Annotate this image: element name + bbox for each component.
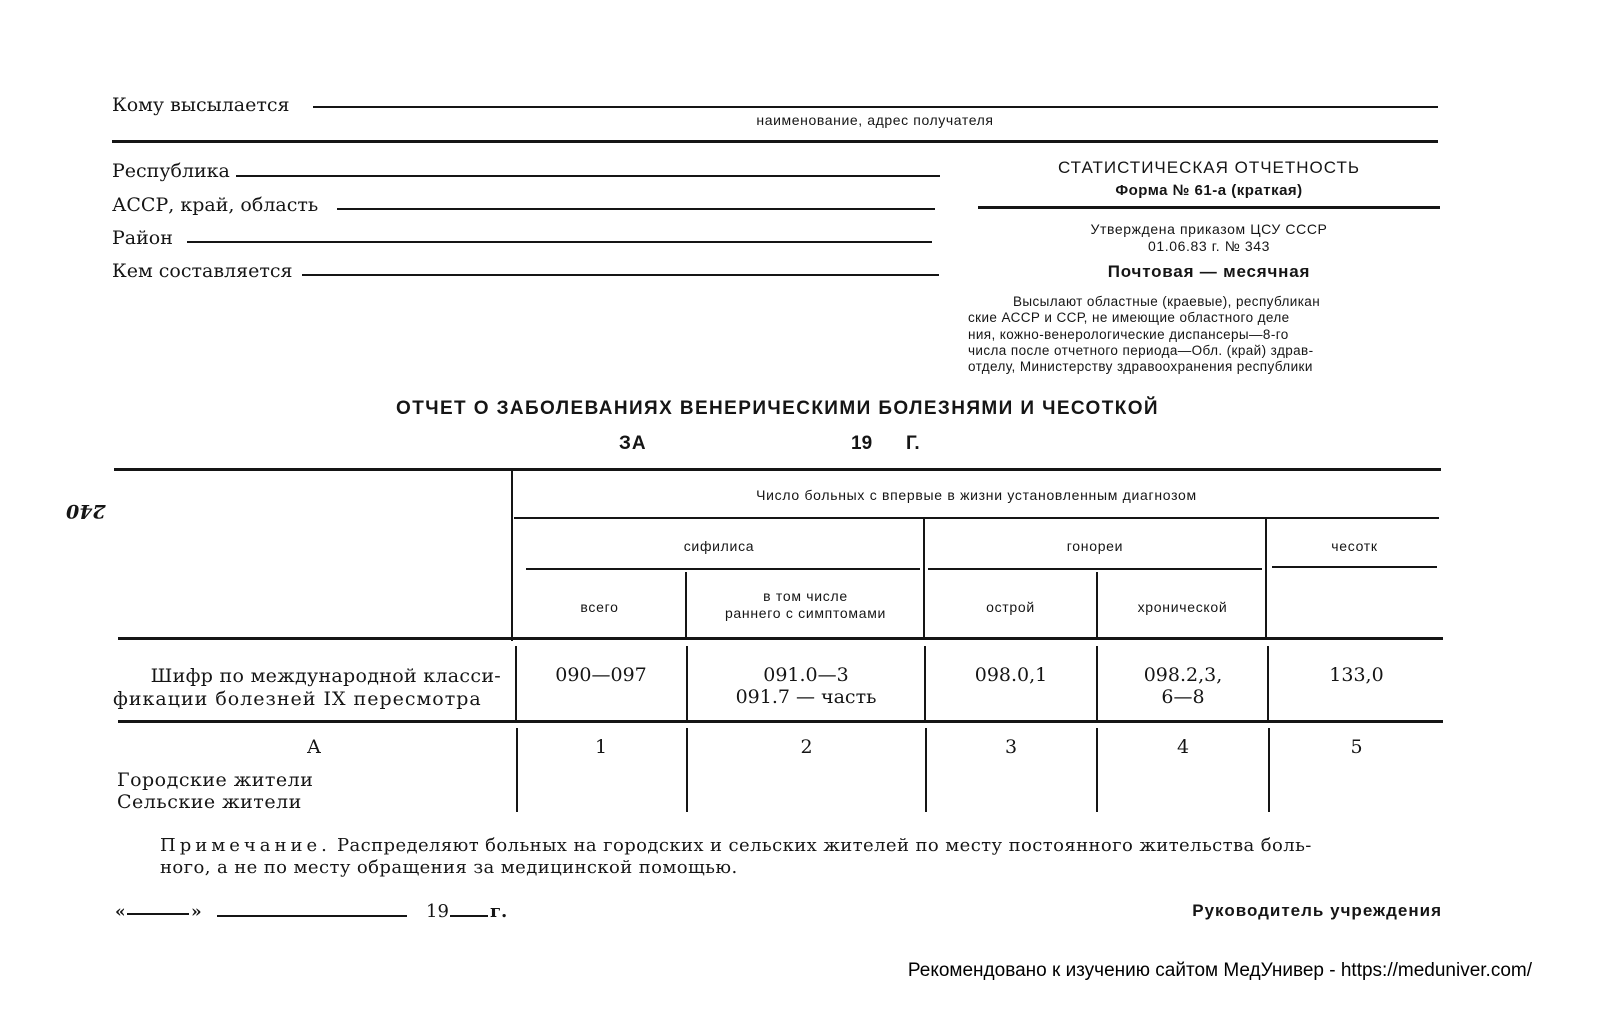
note-label: Примечание.	[160, 835, 331, 856]
signature-label: Руководитель учреждения	[1192, 901, 1442, 920]
date-day-line[interactable]	[127, 913, 189, 915]
field-district-label: Район	[112, 227, 173, 249]
group-scabies: чесотк	[1331, 538, 1378, 554]
field-republic-line[interactable]	[236, 175, 940, 177]
recipient-line[interactable]	[313, 106, 1438, 108]
field-compiler-label: Кем составляется	[112, 260, 293, 282]
table-col-divider-a	[511, 471, 513, 641]
table-top-border	[114, 468, 1441, 471]
table-code-row-bottom	[118, 720, 1443, 723]
subheader-early-2: раннего с симптомами	[724, 605, 887, 621]
stat-delivery: Почтовая — месячная	[1107, 262, 1311, 281]
col-number-2: 2	[800, 736, 813, 758]
col-number-a: А	[306, 736, 322, 758]
subheader-acute: острой	[986, 599, 1035, 615]
subheader-chronic: хронической	[1137, 599, 1228, 615]
code-syphilis-total: 090—097	[555, 664, 647, 686]
code-gonorrhea-acute: 098.0,1	[974, 664, 1048, 686]
col-number-3: 3	[1004, 736, 1018, 758]
date-quote-open: «	[115, 902, 126, 922]
subheader-early-1: в том числе	[763, 588, 848, 604]
code-row-label	[113, 665, 501, 711]
stat-instructions-line: числа после отчетного периода—Обл. (край) здрав-	[968, 342, 1314, 358]
date-year-line[interactable]	[450, 915, 488, 917]
subheader-total: всего	[580, 599, 619, 615]
code-gonorrhea-chronic-2: 6—8	[1161, 686, 1205, 708]
table-row: Городские жители	[117, 769, 314, 791]
stat-approved-2: 01.06.83 г. № 343	[1147, 238, 1271, 254]
code-gonorrhea-chronic-1: 098.2,3,	[1143, 664, 1223, 686]
stat-instructions	[968, 294, 1443, 375]
col-number-5: 5	[1350, 736, 1363, 758]
table-col-divider-group-1	[923, 519, 925, 639]
table-header-bottom	[118, 637, 1443, 640]
group-gonorrhea: гонореи	[1066, 538, 1124, 554]
code-scabies: 133,0	[1329, 664, 1384, 686]
note-text: Распределяют больных на городских и сельских жителей по месту постоянного жительства боль-	[337, 835, 1312, 856]
date-quote-close: »	[191, 902, 202, 922]
page-number: 240	[66, 500, 106, 522]
table-top-header: Число больных с впервые в жизни установленным диагнозом	[756, 487, 1197, 503]
note-text-2: ного, а не по месту обращения за медицинской помощью.	[160, 857, 738, 878]
code-syphilis-early-2: 091.7 — часть	[735, 686, 877, 708]
report-period-za: ЗА	[619, 433, 647, 454]
note	[160, 835, 1312, 856]
code-syphilis-early-1: 091.0—3	[763, 664, 849, 686]
recipient-label: Кому высылается	[112, 94, 290, 116]
watermark-text: Рекомендовано к изучению сайтом МедУнивер - https://meduniver.com/	[907, 960, 1532, 981]
stat-instructions-line: ские АССР и ССР, не имеющие областного деле	[968, 310, 1290, 326]
table-col-divider-group-2	[1265, 519, 1267, 639]
stat-instructions-line: ния, кожно-венерологические диспансеры—8-го	[968, 326, 1289, 342]
date-year: 19	[426, 901, 449, 922]
field-region-label: АССР, край, область	[112, 194, 319, 216]
field-compiler-line[interactable]	[302, 274, 939, 276]
stat-instructions-line: Высылают областные (краевые), республикан	[1013, 294, 1321, 309]
date-month-line[interactable]	[217, 915, 407, 917]
stat-approved-1: Утверждена приказом ЦСУ СССР	[1090, 221, 1328, 237]
table-header-divider-2b	[928, 568, 1262, 570]
field-region-line[interactable]	[337, 208, 935, 210]
field-district-line[interactable]	[187, 241, 932, 243]
table-header-divider-2a	[526, 568, 920, 570]
stat-divider	[978, 206, 1440, 209]
table-header-divider-2c	[1272, 566, 1437, 568]
header-divider	[112, 140, 1438, 143]
report-period-g: Г.	[906, 433, 920, 454]
report-title: ОТЧЕТ О ЗАБОЛЕВАНИЯХ ВЕНЕРИЧЕСКИМИ БОЛЕЗНЯМИ И ЧЕСОТКОЙ	[396, 398, 1159, 419]
table-row: Сельские жители	[117, 791, 302, 813]
date-year-suffix: г.	[490, 901, 508, 922]
stat-form: Форма № 61-а (краткая)	[1115, 182, 1303, 199]
stat-title: СТАТИСТИЧЕСКАЯ ОТЧЕТНОСТЬ	[1057, 158, 1361, 177]
table-header-divider-1	[514, 517, 1439, 519]
col-number-1: 1	[594, 736, 608, 758]
code-row-label-line: фикации болезней IX пересмотра	[113, 688, 482, 710]
report-period-year: 19	[851, 433, 873, 454]
col-number-4: 4	[1176, 736, 1190, 758]
field-republic-label: Республика	[112, 160, 230, 182]
recipient-caption: наименование, адрес получателя	[756, 112, 994, 128]
code-row-label-line: Шифр по международной класси-	[150, 665, 501, 687]
group-syphilis: сифилиса	[683, 538, 755, 554]
stat-instructions-line: отделу, Министерству здравоохранения республики	[968, 359, 1313, 375]
